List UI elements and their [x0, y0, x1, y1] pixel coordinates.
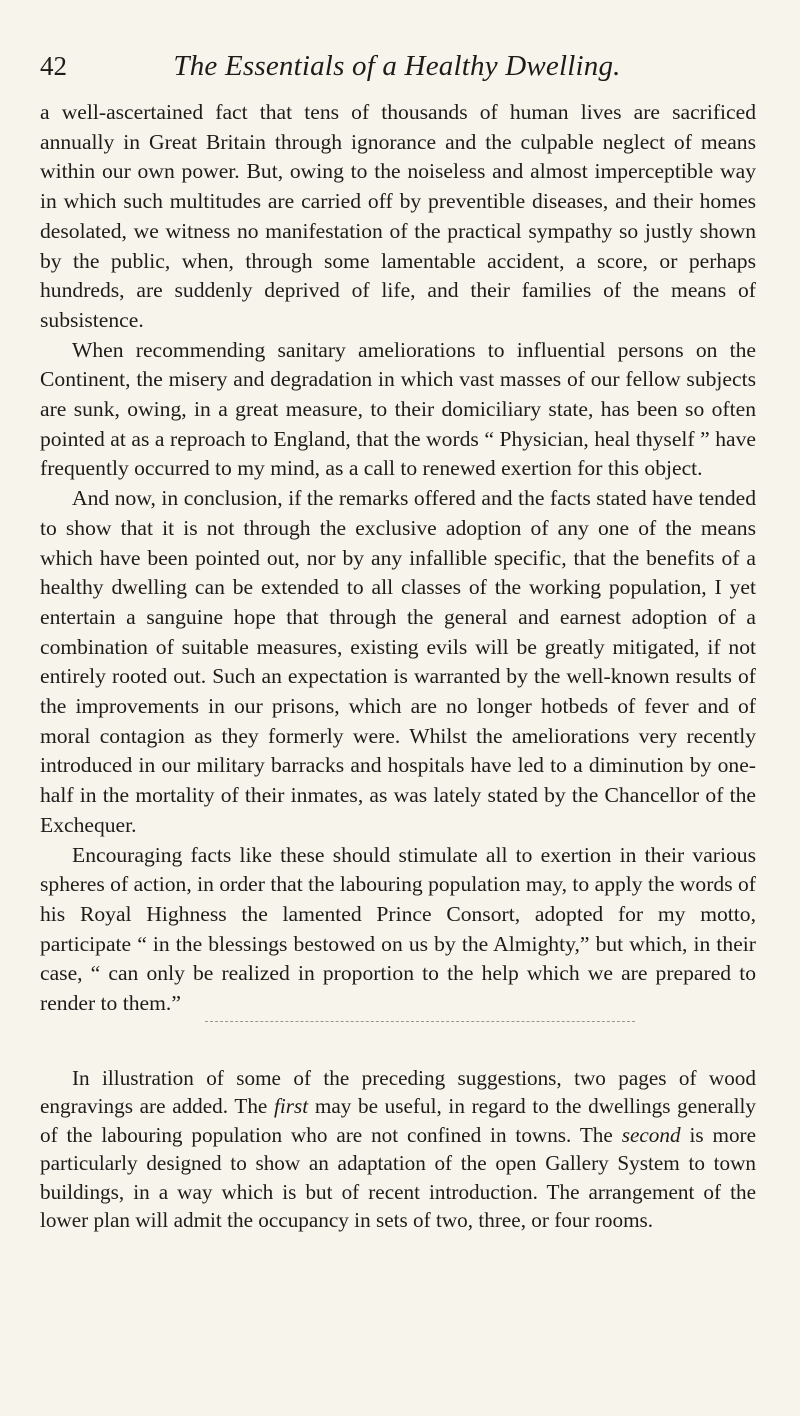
paragraph-1: a well-ascertained fact that tens of thousands of human lives are sacrificed annually in Great Britain through ignorance and the culpable neglect of means within our own power. But, owing to the noiseless and almost imperceptible way in which such multitudes are carried off by preventible diseases, and their homes desolated, we witness no manifestation of the practical sympathy so justly shown by the public, when, through some lamentable accident, a score, or perhaps hundreds, are suddenly deprived of life, and their families of the means of subsistence.: [40, 100, 756, 332]
paragraph-4: Encouraging facts like these should stimulate all to exertion in their various spheres of action, in order that the labouring population may, to apply the words of his Royal Highness the lamented Prince Consort, adopted for my motto, participate “ in the blessings bestowed on us by the Almighty,” but which, in their case, “ can only be realized in proportion to the help which we are prepared to render to them.”: [40, 842, 756, 1016]
note-emphasis-second: second: [621, 1122, 681, 1147]
note-text-3: is more particularly designed to show an adaptation of the open Gallery System to town buildings, in a way which is but of recent introduction. The arrangement of the lower plan will admit the occupancy in sets of two, three, or four rooms.: [40, 1122, 756, 1233]
running-title: The Essentials of a Healthy Dwelling.: [173, 50, 621, 82]
paragraph-3: And now, in conclusion, if the remarks offered and the facts stated have tended to show that it is not through the exclusive adoption of any one of the means which have been pointed out, nor by any infallible specific, that the benefits of a healthy dwelling can be extended to all classes of the working population, I yet entertain a sanguine hope that through the general and earnest adoption of a combination of suitable measures, existing evils will be greatly mitigated, if not entirely rooted out. Such an expectation is warranted by the well-known results of the improvements in our prisons, which are no longer hotbeds of fever and of moral contagion as they formerly were. Whilst the ameliorations very recently introduced in our military barracks and hospitals have led to a diminution by one-half in the mortality of their inmates, as was lately stated by the Chancellor of the Exchequer.: [40, 486, 756, 837]
section-divider: [205, 1021, 635, 1022]
page-header: [40, 46, 754, 86]
main-text: [40, 98, 756, 1019]
paragraph-2: When recommending sanitary ameliorations to influential persons on the Continent, the misery and degradation in which vast masses of our fellow subjects are sunk, owing, in a great measure, to their domiciliary state, has been so often pointed at as a reproach to England, that the words “ Physician, heal thyself ” have frequently occurred to my mind, as a call to renewed exertion for this object.: [40, 337, 756, 481]
note-paragraph: [40, 1064, 756, 1234]
illustration-note: [40, 1064, 756, 1234]
note-text-2: may be useful, in regard to the dwellings generally of the labouring population who are not confined in towns. The: [40, 1094, 756, 1147]
page-number: 42: [40, 51, 67, 81]
note-emphasis-first: first: [274, 1094, 309, 1119]
note-text-1: In illustration of some of the preceding suggestions, two pages of wood engravings are added. The: [40, 1066, 756, 1119]
